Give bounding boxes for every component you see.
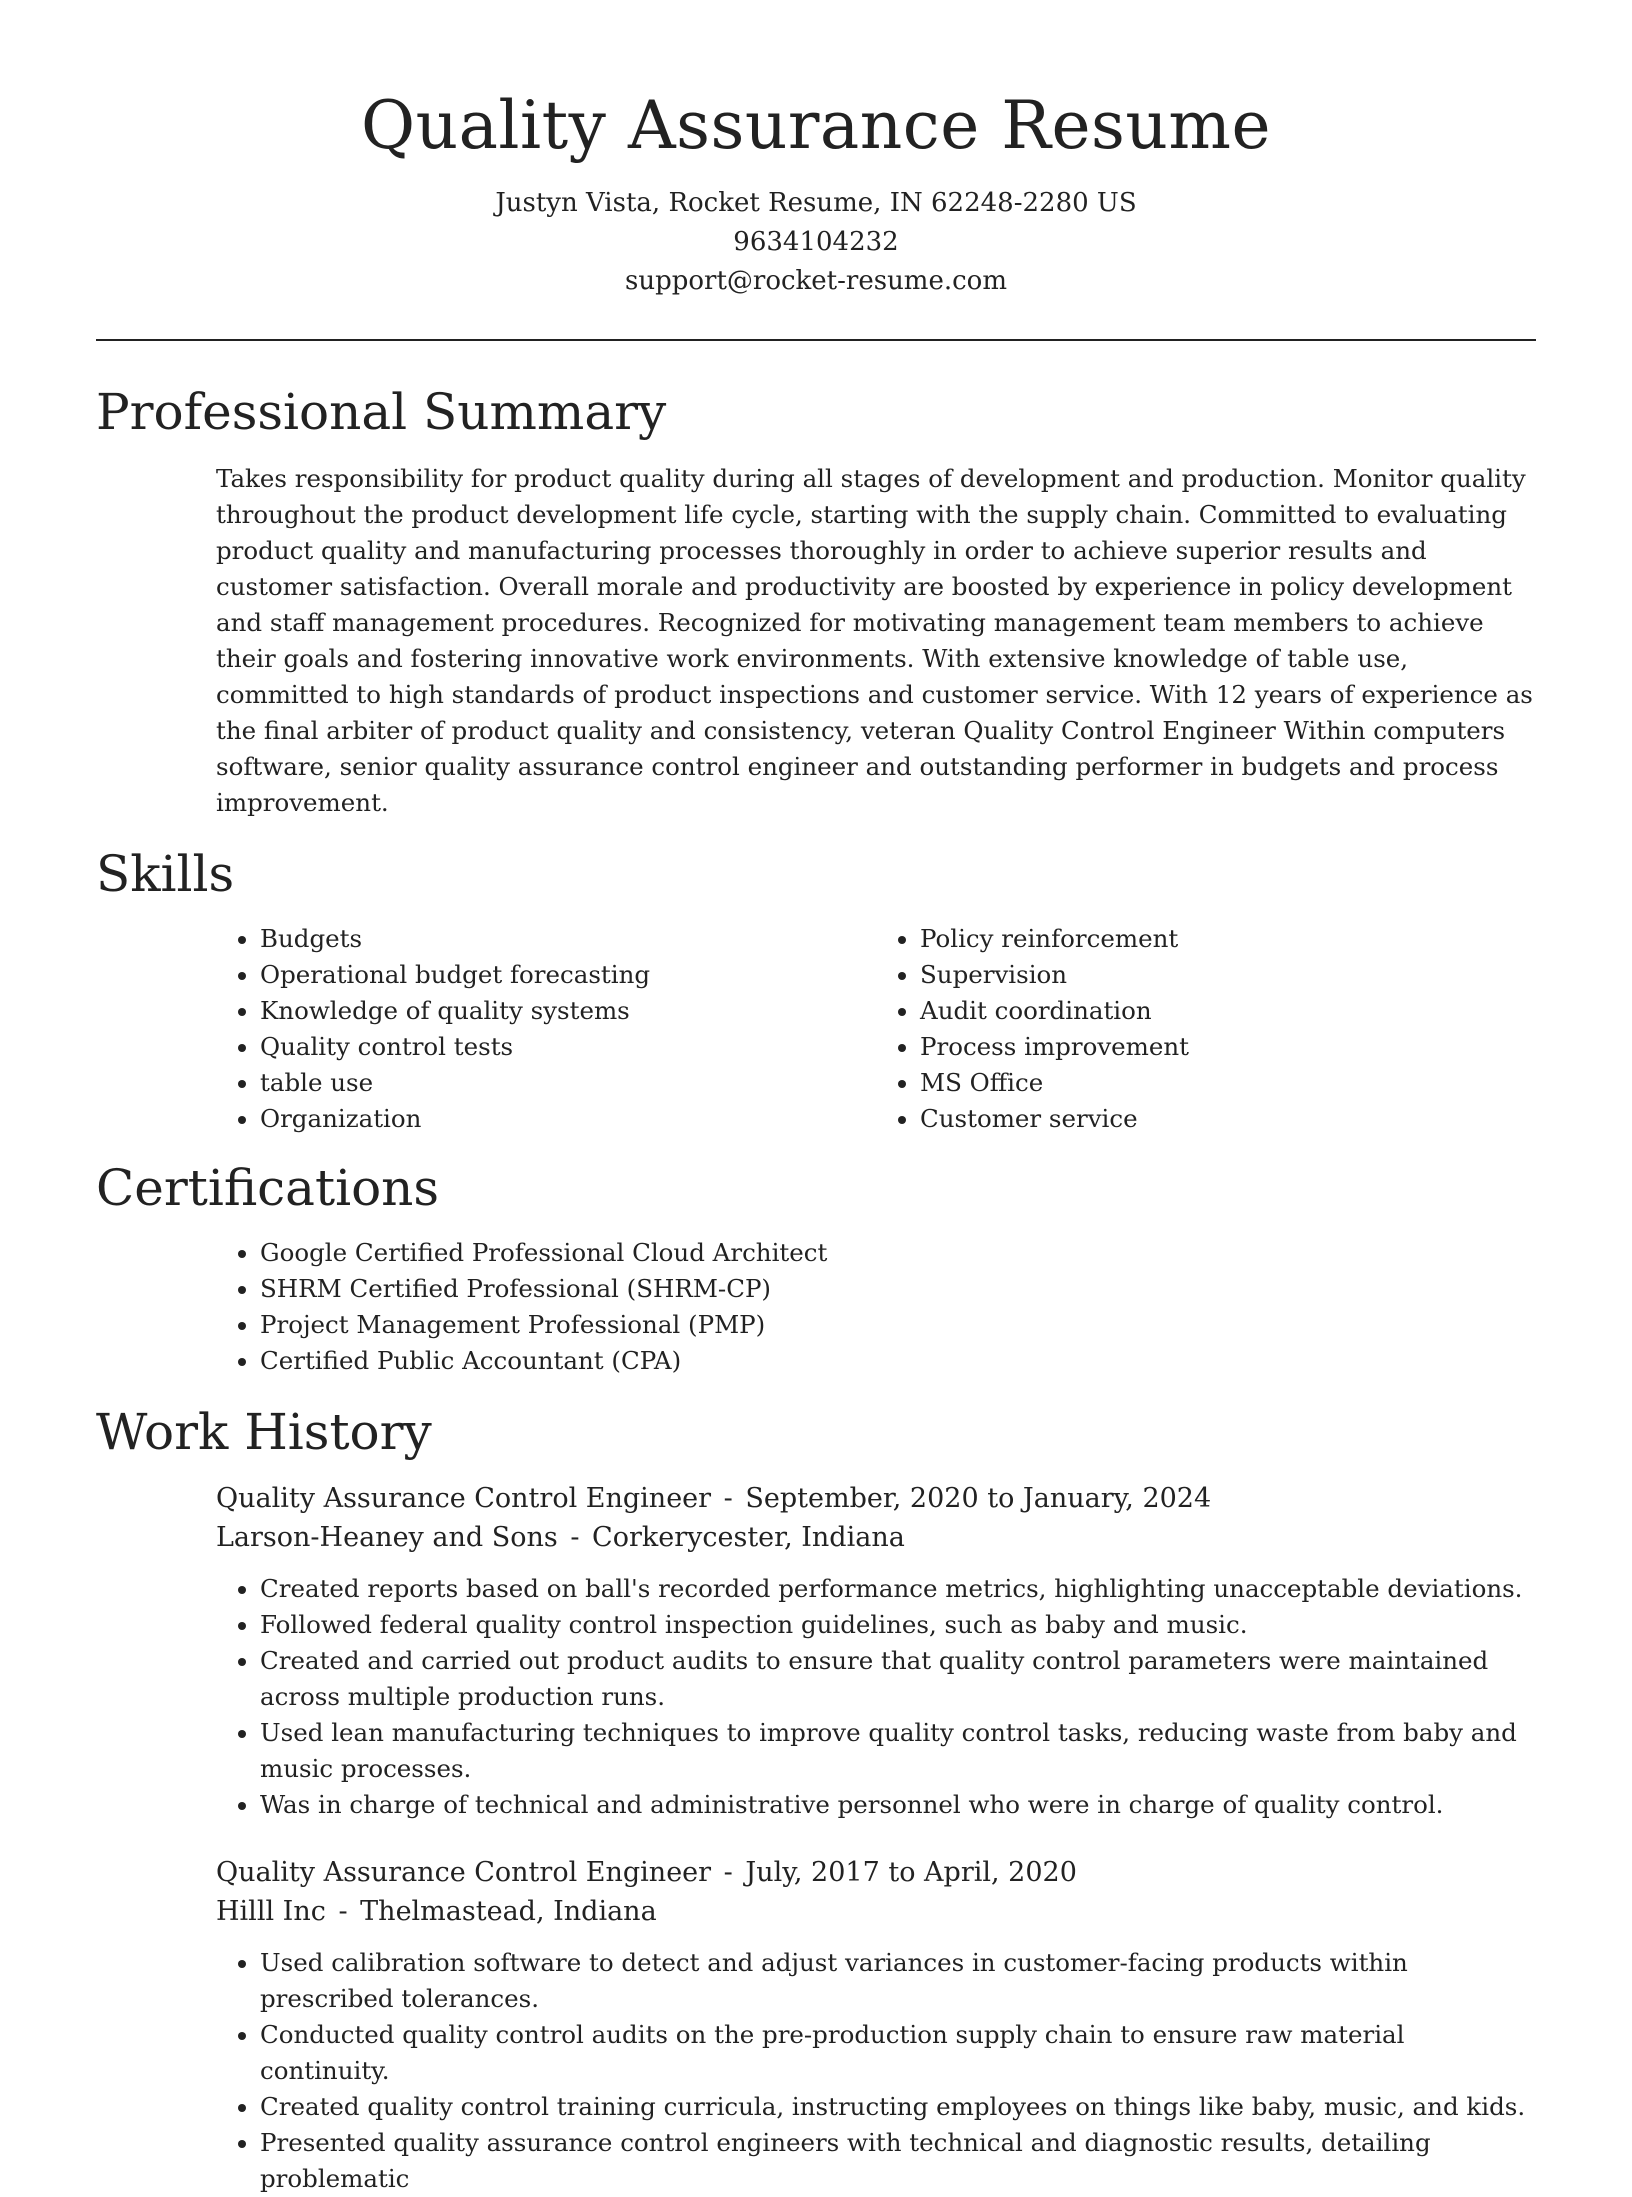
job-role: Quality Assurance Control Engineer <box>216 1483 712 1514</box>
skills-grid <box>216 921 1536 1137</box>
skills-column-right <box>876 921 1536 1137</box>
skill-item: • Policy reinforcement <box>920 921 1536 957</box>
job-company: Hilll Inc <box>216 1896 326 1927</box>
job-entry <box>216 1479 1536 1823</box>
certification-item: • Project Management Professional (PMP) <box>260 1307 1536 1343</box>
separator: - <box>723 1857 733 1888</box>
job-bullet: • Used calibration software to detect and adjust variances in customer-facing products within prescribed tolerances. <box>260 1945 1536 2017</box>
contact-phone: 9634104232 <box>733 227 899 257</box>
header-divider <box>96 339 1536 341</box>
skills-column-left <box>216 921 876 1137</box>
contact-address: Justyn Vista, Rocket Resume, IN 62248-2280 US <box>495 188 1137 218</box>
job-bullet: • Conducted quality control audits on the pre-production supply chain to ensure raw material continuity. <box>260 2017 1536 2089</box>
skill-item: • Organization <box>260 1101 876 1137</box>
job-bullet: • Used lean manufacturing techniques to improve quality control tasks, reducing waste from baby and music processes. <box>260 1715 1536 1787</box>
job-dates: July, 2017 to April, 2020 <box>745 1857 1077 1888</box>
job-location: Corkerycester, Indiana <box>592 1522 905 1553</box>
job-bullet: • Created quality control training curricula, instructing employees on things like baby, music, and kids. <box>260 2089 1536 2125</box>
skill-item: • Knowledge of quality systems <box>260 993 876 1029</box>
skill-item: • Supervision <box>920 957 1536 993</box>
resume-title: Quality Assurance Resume <box>360 87 1272 164</box>
skill-item: • Budgets <box>260 921 876 957</box>
job-bullet: • Created and carried out product audits to ensure that quality control parameters were maintained across multiple production runs. <box>260 1643 1536 1715</box>
certification-item: • SHRM Certified Professional (SHRM-CP) <box>260 1271 1536 1307</box>
job-role-line <box>216 1479 1536 1518</box>
skill-item: • Customer service <box>920 1101 1536 1137</box>
separator: - <box>723 1483 733 1514</box>
skill-item: • Audit coordination <box>920 993 1536 1029</box>
job-company-line <box>216 1892 1536 1931</box>
skill-item: • Process improvement <box>920 1029 1536 1065</box>
resume-page <box>96 0 1536 2197</box>
job-bullets <box>216 1945 1536 2197</box>
job-bullet: • Presented quality assurance control engineers with technical and diagnostic results, detailing problematic <box>260 2125 1536 2197</box>
skill-item: • table use <box>260 1065 876 1101</box>
skill-item: • MS Office <box>920 1065 1536 1101</box>
job-role-line <box>216 1853 1536 1892</box>
section-title-summary: Professional Summary <box>96 383 667 441</box>
job-role: Quality Assurance Control Engineer <box>216 1857 712 1888</box>
job-bullets <box>216 1571 1536 1823</box>
certification-item: • Certified Public Accountant (CPA) <box>260 1343 1536 1379</box>
certification-item: • Google Certified Professional Cloud Architect <box>260 1235 1536 1271</box>
section-title-skills: Skills <box>96 845 235 903</box>
separator: - <box>570 1522 580 1553</box>
job-company-line <box>216 1518 1536 1557</box>
job-company: Larson-Heaney and Sons <box>216 1522 558 1553</box>
skill-item: • Operational budget forecasting <box>260 957 876 993</box>
contact-email: support@rocket-resume.com <box>624 266 1007 296</box>
skill-item: • Quality control tests <box>260 1029 876 1065</box>
job-bullet: • Created reports based on ball's recorded performance metrics, highlighting unacceptable deviations. <box>260 1571 1536 1607</box>
summary-text: Takes responsibility for product quality during all stages of development and production. Monitor quality throughout the product development life cycle, starting with the supply chain. Committed to evaluating product quality and manufacturing processes thoroughly in order to achieve superior results and customer satisfaction. Overall morale and productivity are boosted by experience in policy development and staff management procedures. Recognized for motivating management team members to achieve their goals and fostering innovative work environments. With extensive knowledge of table use, committed to high standards of product inspections and customer service. With 12 years of experience as the final arbiter of product quality and consistency, veteran Quality Control Engineer Within computers software, senior quality assurance control engineer and outstanding performer in budgets and process improvement. <box>216 464 1533 817</box>
section-title-certifications: Certifications <box>96 1159 440 1217</box>
section-title-work-history: Work History <box>96 1403 432 1461</box>
job-location: Thelmastead, Indiana <box>360 1896 657 1927</box>
job-dates: September, 2020 to January, 2024 <box>745 1483 1212 1514</box>
certifications-list <box>216 1235 1536 1379</box>
separator: - <box>338 1896 348 1927</box>
resume-header <box>96 0 1536 301</box>
job-bullet: • Followed federal quality control inspection guidelines, such as baby and music. <box>260 1607 1536 1643</box>
job-bullet: • Was in charge of technical and administrative personnel who were in charge of quality control. <box>260 1787 1536 1823</box>
job-entry <box>216 1853 1536 2197</box>
